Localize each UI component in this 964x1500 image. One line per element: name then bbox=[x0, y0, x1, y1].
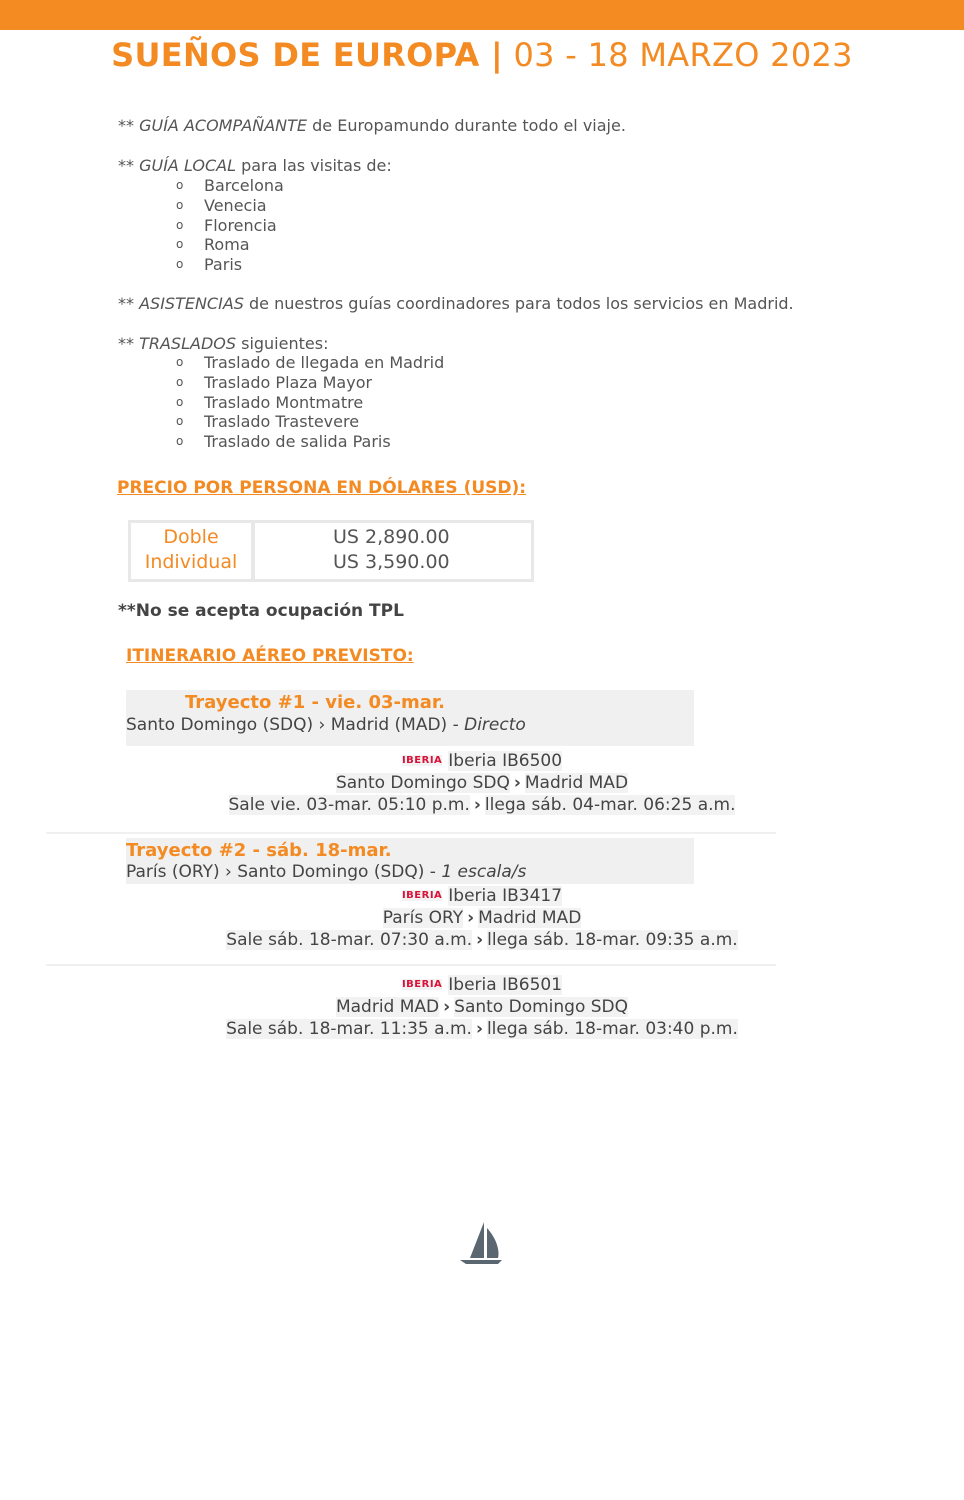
local-guide-text: para las visitas de: bbox=[236, 156, 392, 175]
flight-depart: Sale sáb. 18-mar. 07:30 a.m. bbox=[226, 930, 473, 950]
price-label: Individual bbox=[144, 551, 238, 573]
chevron-right-icon: › bbox=[467, 908, 475, 928]
route-text: Santo Domingo (SDQ) › Madrid (MAD) - bbox=[126, 715, 465, 735]
chevron-right-icon: › bbox=[473, 795, 481, 815]
local-guide-highlight: GUÍA LOCAL bbox=[139, 156, 236, 175]
transfer-list bbox=[118, 353, 444, 452]
occupancy-note: **No se acepta ocupación TPL bbox=[118, 601, 404, 621]
itinerary-heading: ITINERARIO AÉREO PREVISTO: bbox=[126, 646, 414, 666]
price-heading: PRECIO POR PERSONA EN DÓLARES (USD): bbox=[117, 478, 527, 498]
flight-block bbox=[0, 750, 964, 816]
chevron-right-icon: › bbox=[443, 997, 451, 1017]
assistance-highlight: ASISTENCIAS bbox=[139, 294, 244, 313]
flight-block bbox=[0, 885, 964, 951]
list-item: o Traslado Trastevere bbox=[118, 412, 444, 432]
list-item: o Paris bbox=[118, 255, 284, 275]
table-row bbox=[131, 551, 531, 576]
price-table bbox=[128, 520, 534, 582]
segment-route bbox=[126, 715, 526, 735]
local-guide-line bbox=[118, 156, 392, 175]
segment-divider bbox=[46, 832, 776, 834]
segment-route bbox=[126, 862, 526, 882]
list-item: o Florencia bbox=[118, 216, 284, 236]
list-item: o Traslado de llegada en Madrid bbox=[118, 353, 444, 373]
flight-to: Santo Domingo SDQ bbox=[454, 997, 629, 1017]
iberia-logo: IBERIA bbox=[401, 755, 443, 766]
flight-arrive: llega sáb. 04-mar. 06:25 a.m. bbox=[484, 795, 736, 815]
segment-title: Trayecto #2 - sáb. 18-mar. bbox=[126, 840, 392, 861]
price-value: US 2,890.00 bbox=[333, 526, 450, 548]
header-bar bbox=[0, 0, 964, 30]
flight-block bbox=[0, 974, 964, 1040]
list-item: o Traslado Plaza Mayor bbox=[118, 373, 444, 393]
chevron-right-icon: › bbox=[476, 930, 484, 950]
route-text: París (ORY) › Santo Domingo (SDQ) - bbox=[126, 862, 442, 882]
flight-number: Iberia IB3417 bbox=[448, 886, 563, 906]
iberia-logo: IBERIA bbox=[401, 890, 443, 901]
sailboat-icon bbox=[458, 1220, 504, 1266]
title-dates: 03 - 18 MARZO 2023 bbox=[503, 36, 853, 74]
list-item: o Traslado de salida Paris bbox=[118, 432, 444, 452]
guide-line bbox=[118, 116, 626, 135]
assistance-prefix: ** bbox=[118, 294, 140, 313]
assistance-line bbox=[118, 294, 794, 313]
page-title bbox=[0, 36, 964, 74]
transfers-prefix: ** bbox=[118, 334, 140, 353]
price-value: US 3,590.00 bbox=[333, 551, 450, 573]
list-item: o Roma bbox=[118, 235, 284, 255]
chevron-right-icon: › bbox=[513, 773, 521, 793]
flight-number: Iberia IB6500 bbox=[448, 751, 563, 771]
list-item: o Venecia bbox=[118, 196, 284, 216]
transfers-highlight: TRASLADOS bbox=[139, 334, 237, 353]
flight-from: París ORY bbox=[382, 908, 464, 928]
guide-text: de Europamundo durante todo el viaje. bbox=[307, 116, 626, 135]
guide-highlight: GUÍA ACOMPAÑANTE bbox=[139, 116, 308, 135]
flight-to: Madrid MAD bbox=[524, 773, 629, 793]
transfers-text: siguientes: bbox=[236, 334, 329, 353]
transfers-line bbox=[118, 334, 328, 353]
price-label: Doble bbox=[163, 526, 219, 548]
route-type: 1 escala/s bbox=[441, 862, 527, 882]
list-item: o Traslado Montmatre bbox=[118, 393, 444, 413]
iberia-logo: IBERIA bbox=[401, 979, 443, 990]
segment-title: Trayecto #1 - vie. 03-mar. bbox=[185, 692, 446, 713]
flight-from: Santo Domingo SDQ bbox=[335, 773, 510, 793]
flight-depart: Sale sáb. 18-mar. 11:35 a.m. bbox=[226, 1019, 472, 1039]
flight-to: Madrid MAD bbox=[478, 908, 582, 928]
local-guide-prefix: ** bbox=[118, 156, 140, 175]
flight-depart: Sale vie. 03-mar. 05:10 p.m. bbox=[228, 795, 470, 815]
city-list bbox=[118, 176, 284, 275]
guide-prefix: ** bbox=[118, 116, 140, 135]
route-type: Directo bbox=[464, 715, 526, 735]
flight-number: Iberia IB6501 bbox=[448, 975, 563, 995]
list-item: o Barcelona bbox=[118, 176, 284, 196]
chevron-right-icon: › bbox=[475, 1019, 483, 1039]
flight-divider bbox=[46, 964, 776, 966]
assistance-text: de nuestros guías coordinadores para todos los servicios en Madrid. bbox=[243, 294, 794, 313]
title-name: SUEÑOS DE EUROPA | bbox=[111, 36, 503, 74]
table-row bbox=[131, 526, 531, 551]
flight-from: Madrid MAD bbox=[335, 997, 440, 1017]
flight-arrive: llega sáb. 18-mar. 03:40 p.m. bbox=[486, 1019, 738, 1039]
flight-arrive: llega sáb. 18-mar. 09:35 a.m. bbox=[487, 930, 738, 950]
